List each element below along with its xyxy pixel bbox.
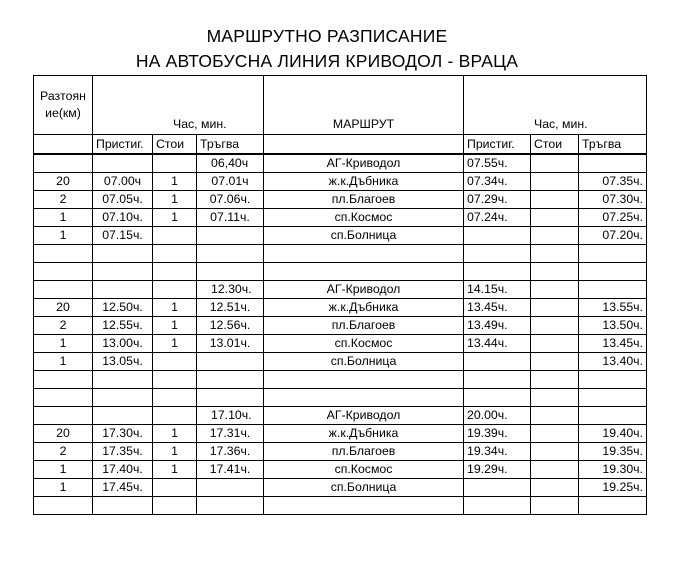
departure-cell-right: 07.20ч. — [579, 227, 647, 245]
table-row — [34, 497, 647, 515]
arrival-cell-right — [464, 479, 531, 497]
arrival-cell-right: 07.24ч. — [464, 209, 531, 227]
distance-cell — [34, 497, 93, 515]
departure-cell-left — [197, 353, 264, 371]
stop-cell-right — [531, 389, 579, 407]
departure-cell-right: 13.50ч. — [579, 317, 647, 335]
stop-cell-left — [153, 389, 197, 407]
route-header: МАРШРУТ — [264, 76, 464, 135]
stop-cell-left: 1 — [153, 461, 197, 479]
stop-cell-left — [153, 497, 197, 515]
table-row — [34, 371, 647, 389]
stop-cell-left — [153, 263, 197, 281]
stop-cell-left — [153, 245, 197, 263]
stop-cell-right — [531, 443, 579, 461]
stop-cell-left — [153, 281, 197, 299]
depart-header-left: Тръгва — [197, 135, 264, 155]
departure-cell-left: 07.01ч — [197, 173, 264, 191]
stop-cell-right — [531, 407, 579, 425]
route-subheader — [264, 135, 464, 155]
departure-cell-right — [579, 154, 647, 173]
departure-cell-left — [197, 245, 264, 263]
departure-cell-left: 12.51ч. — [197, 299, 264, 317]
departure-cell-left — [197, 389, 264, 407]
arrival-cell-left — [93, 281, 153, 299]
arrival-cell-right: 19.29ч. — [464, 461, 531, 479]
arrival-cell-left: 13.05ч. — [93, 353, 153, 371]
departure-cell-left: 07.11ч. — [197, 209, 264, 227]
stop-cell-left — [153, 407, 197, 425]
route-stop-cell: сп.Болница — [264, 353, 464, 371]
route-stop-cell — [264, 263, 464, 281]
departure-cell-right: 07.35ч. — [579, 173, 647, 191]
departure-cell-left: 17.41ч. — [197, 461, 264, 479]
stop-cell-left: 1 — [153, 425, 197, 443]
stop-cell-left: 1 — [153, 335, 197, 353]
table-row — [34, 479, 647, 497]
depart-header-right: Тръгва — [579, 135, 647, 155]
distance-cell: 20 — [34, 299, 93, 317]
arrival-cell-right: 07.29ч. — [464, 191, 531, 209]
stop-cell-right — [531, 299, 579, 317]
route-stop-cell — [264, 245, 464, 263]
arrival-cell-right: 13.44ч. — [464, 335, 531, 353]
arrival-cell-left — [93, 154, 153, 173]
arrival-cell-left: 17.45ч. — [93, 479, 153, 497]
distance-cell — [34, 154, 93, 173]
departure-cell-right: 13.40ч. — [579, 353, 647, 371]
departure-cell-left — [197, 497, 264, 515]
table-row — [34, 263, 647, 281]
table-row — [34, 407, 647, 425]
arrival-cell-right: 19.34ч. — [464, 443, 531, 461]
table-row — [34, 389, 647, 407]
stop-cell-right — [531, 479, 579, 497]
route-stop-cell: АГ-Криводол — [264, 281, 464, 299]
departure-cell-right — [579, 245, 647, 263]
arrive-header-left: Пристиг. — [93, 135, 153, 155]
arrival-cell-left: 12.55ч. — [93, 317, 153, 335]
stop-cell-left — [153, 154, 197, 173]
distance-cell — [34, 245, 93, 263]
arrival-cell-left: 17.35ч. — [93, 443, 153, 461]
route-stop-cell — [264, 371, 464, 389]
route-stop-cell — [264, 497, 464, 515]
stop-cell-right — [531, 281, 579, 299]
departure-cell-left — [197, 227, 264, 245]
departure-cell-right: 19.25ч. — [579, 479, 647, 497]
time-header-right: Час, мин. — [464, 76, 647, 135]
arrival-cell-right: 13.45ч. — [464, 299, 531, 317]
route-stop-cell: ж.к.Дъбника — [264, 299, 464, 317]
distance-cell: 20 — [34, 425, 93, 443]
arrival-cell-right — [464, 353, 531, 371]
route-stop-cell: сп.Космос — [264, 335, 464, 353]
table-row — [34, 227, 647, 245]
route-stop-cell: пл.Благоев — [264, 443, 464, 461]
stop-cell-left: 1 — [153, 191, 197, 209]
header-row-1 — [34, 76, 647, 135]
stop-cell-right — [531, 317, 579, 335]
departure-cell-right — [579, 263, 647, 281]
route-stop-cell: АГ-Криводол — [264, 407, 464, 425]
header-row-2 — [34, 135, 647, 155]
departure-cell-right: 19.40ч. — [579, 425, 647, 443]
stop-cell-right — [531, 353, 579, 371]
route-stop-cell: сп.Космос — [264, 209, 464, 227]
arrival-cell-right: 14.15ч. — [464, 281, 531, 299]
arrival-cell-right — [464, 245, 531, 263]
departure-cell-right: 07.30ч. — [579, 191, 647, 209]
departure-cell-right — [579, 371, 647, 389]
distance-cell: 2 — [34, 191, 93, 209]
table-row — [34, 245, 647, 263]
distance-cell: 2 — [34, 317, 93, 335]
distance-cell: 1 — [34, 461, 93, 479]
distance-header — [34, 76, 93, 135]
arrival-cell-left — [93, 263, 153, 281]
table-row — [34, 425, 647, 443]
stop-cell-left — [153, 227, 197, 245]
arrival-cell-left: 12.50ч. — [93, 299, 153, 317]
stop-cell-left: 1 — [153, 209, 197, 227]
departure-cell-left: 06,40ч — [197, 154, 264, 173]
arrival-cell-left: 07.00ч — [93, 173, 153, 191]
departure-cell-right — [579, 281, 647, 299]
stop-cell-right — [531, 497, 579, 515]
departure-cell-right: 19.35ч. — [579, 443, 647, 461]
stop-cell-right — [531, 154, 579, 173]
distance-header-line-2: ие(км) — [45, 105, 81, 120]
distance-cell — [34, 263, 93, 281]
departure-cell-left — [197, 371, 264, 389]
table-row — [34, 191, 647, 209]
arrival-cell-right — [464, 263, 531, 281]
arrival-cell-left — [93, 407, 153, 425]
stop-cell-right — [531, 227, 579, 245]
stop-cell-right — [531, 173, 579, 191]
arrive-header-right: Пристиг. — [464, 135, 531, 155]
distance-cell: 1 — [34, 227, 93, 245]
arrival-cell-left: 17.40ч. — [93, 461, 153, 479]
distance-cell — [34, 389, 93, 407]
route-stop-cell: ж.к.Дъбника — [264, 173, 464, 191]
stop-cell-right — [531, 245, 579, 263]
stop-cell-left: 1 — [153, 299, 197, 317]
departure-cell-right: 13.45ч. — [579, 335, 647, 353]
table-row — [34, 209, 647, 227]
distance-cell: 2 — [34, 443, 93, 461]
route-stop-cell: АГ-Криводол — [264, 154, 464, 173]
table-row — [34, 317, 647, 335]
distance-cell — [34, 371, 93, 389]
departure-cell-right — [579, 497, 647, 515]
route-stop-cell: сп.Болница — [264, 479, 464, 497]
departure-cell-left: 17.10ч. — [197, 407, 264, 425]
departure-cell-right — [579, 407, 647, 425]
schedule-table — [33, 75, 647, 515]
arrival-cell-left: 17.30ч. — [93, 425, 153, 443]
distance-cell: 1 — [34, 479, 93, 497]
distance-cell: 1 — [34, 209, 93, 227]
stop-cell-right — [531, 209, 579, 227]
distance-cell: 1 — [34, 353, 93, 371]
route-stop-cell: пл.Благоев — [264, 191, 464, 209]
stop-header-right: Стои — [531, 135, 579, 155]
departure-cell-right: 13.55ч. — [579, 299, 647, 317]
table-row — [34, 335, 647, 353]
arrival-cell-right — [464, 227, 531, 245]
table-row — [34, 299, 647, 317]
route-stop-cell: пл.Благоев — [264, 317, 464, 335]
route-stop-cell: сп.Космос — [264, 461, 464, 479]
departure-cell-left: 13.01ч. — [197, 335, 264, 353]
departure-cell-left: 12.56ч. — [197, 317, 264, 335]
stop-cell-left: 1 — [153, 173, 197, 191]
stop-cell-right — [531, 461, 579, 479]
arrival-cell-right: 07.55ч. — [464, 154, 531, 173]
distance-cell — [34, 281, 93, 299]
route-stop-cell — [264, 389, 464, 407]
arrival-cell-right: 20.00ч. — [464, 407, 531, 425]
departure-cell-left: 17.31ч. — [197, 425, 264, 443]
table-row — [34, 353, 647, 371]
departure-cell-left — [197, 263, 264, 281]
distance-cell: 1 — [34, 335, 93, 353]
stop-cell-left — [153, 479, 197, 497]
departure-cell-right: 07.25ч. — [579, 209, 647, 227]
departure-cell-left: 17.36ч. — [197, 443, 264, 461]
stop-cell-left — [153, 353, 197, 371]
distance-subheader — [34, 135, 93, 155]
departure-cell-left — [197, 479, 264, 497]
stop-cell-right — [531, 335, 579, 353]
departure-cell-left: 12.30ч. — [197, 281, 264, 299]
stop-cell-left: 1 — [153, 317, 197, 335]
arrival-cell-left: 13.00ч. — [93, 335, 153, 353]
route-stop-cell: ж.к.Дъбника — [264, 425, 464, 443]
arrival-cell-right — [464, 497, 531, 515]
route-stop-cell: сп.Болница — [264, 227, 464, 245]
stop-cell-right — [531, 263, 579, 281]
departure-cell-right — [579, 389, 647, 407]
table-row — [34, 281, 647, 299]
table-row — [34, 443, 647, 461]
arrival-cell-right: 19.39ч. — [464, 425, 531, 443]
stop-cell-right — [531, 371, 579, 389]
stop-cell-right — [531, 191, 579, 209]
arrival-cell-left — [93, 371, 153, 389]
arrival-cell-right — [464, 389, 531, 407]
arrival-cell-right: 13.49ч. — [464, 317, 531, 335]
distance-header-line-1: Разтоян — [40, 88, 86, 103]
table-row — [34, 173, 647, 191]
stop-cell-left: 1 — [153, 443, 197, 461]
arrival-cell-right: 07.34ч. — [464, 173, 531, 191]
stop-cell-right — [531, 425, 579, 443]
arrival-cell-left: 07.05ч. — [93, 191, 153, 209]
arrival-cell-left: 07.10ч. — [93, 209, 153, 227]
table-row — [34, 154, 647, 173]
stop-header-left: Стои — [153, 135, 197, 155]
distance-cell — [34, 407, 93, 425]
title-line-2: НА АВТОБУСНА ЛИНИЯ КРИВОДОЛ - ВРАЦА — [135, 51, 519, 71]
title-line-1: МАРШРУТНО РАЗПИСАНИЕ — [206, 26, 448, 46]
arrival-cell-left — [93, 245, 153, 263]
departure-cell-left: 07.06ч. — [197, 191, 264, 209]
arrival-cell-right — [464, 371, 531, 389]
stop-cell-left — [153, 371, 197, 389]
departure-cell-right: 19.30ч. — [579, 461, 647, 479]
table-row — [34, 461, 647, 479]
arrival-cell-left — [93, 497, 153, 515]
arrival-cell-left: 07.15ч. — [93, 227, 153, 245]
arrival-cell-left — [93, 389, 153, 407]
time-header-left: Час, мин. — [93, 76, 264, 135]
distance-cell: 20 — [34, 173, 93, 191]
